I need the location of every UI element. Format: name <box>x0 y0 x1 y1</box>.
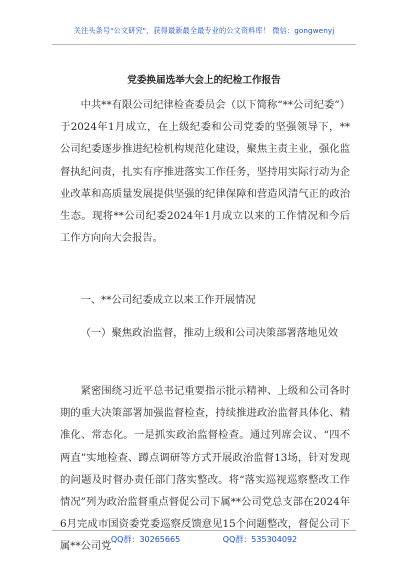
body-paragraph: 紧密围绕习近平总书记重要指示批示精神、上级和公司各时期的重大决策部署加强监督检查，持续推进政治监督具体化、精准化、常态化。一是抓实政治监督检查。通过列席会议、“四不两直”实地检查、蹲点调研等方式开展政治监督13场，针对发现的问题及时督办责任部门落实整改。将“落实巡视巡察整改工作情况”列为政治监督重点督促公司下属**公司党总支部在2024年6月完成市国资委党委巡察反馈意见15个问题整改，督促公司下属**公司党 <box>60 385 350 553</box>
footer-qq-group-1: QQ群：30265665 <box>110 535 181 544</box>
section-heading: 一、**公司纪委成立以来工作开展情况 <box>80 294 256 306</box>
header-banner: 关注头条号"公文研究"，获得最新最全最专业的公文资料库！ 微信：gongwenyj <box>73 26 335 35</box>
footer-divider <box>52 530 356 531</box>
footer-qq-group-2: QQ群：535304092 <box>222 535 298 544</box>
document-title: 党委换届选举大会上的纪检工作报告 <box>127 75 281 86</box>
intro-paragraph: 中共**有限公司纪律检查委员会（以下简称“**公司纪委”）于2024年1月成立，在上级纪委和公司党委的坚强领导下，**公司纪委逐步推进纪检机构规范化建设，聚焦主责主业，强化监督执纪问责，扎实有序推进落实工作任务，坚持用实际行动为企业改革和高质量发展提供坚强的纪律保障和营造风清气正的政治生态。现将**公司纪委2024年1月成立以来的工作情况和今后工作方向向大会报告。 <box>60 99 350 245</box>
subsection-heading: （一）聚焦政治监督，推动上级和公司决策部署落地见效 <box>80 327 339 339</box>
header-divider <box>52 44 356 45</box>
footer <box>0 534 408 545</box>
